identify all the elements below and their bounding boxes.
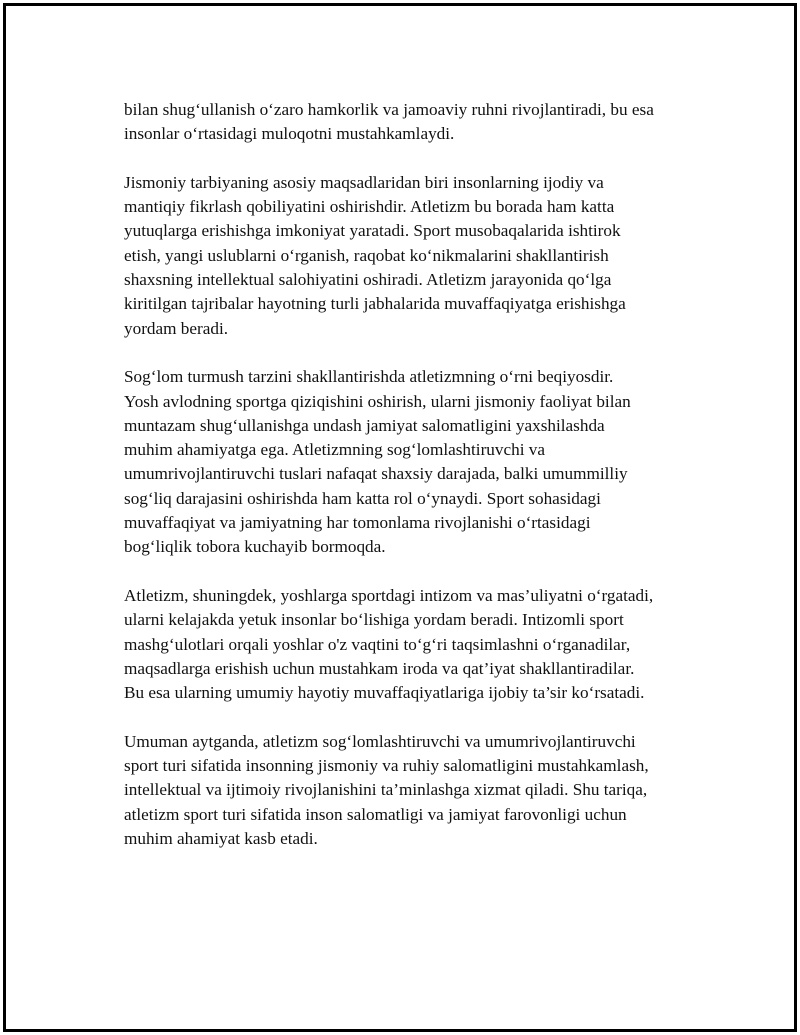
text-line: bilan shug‘ullanish o‘zaro hamkorlik va jamoaviy ruhni rivojlantiradi, bu esa xyxy=(124,100,654,119)
paragraph-1 xyxy=(124,98,714,147)
text-line: Bu esa ularning umumiy hayotiy muvaffaqiyatlariga ijobiy ta’sir ko‘rsatadi. xyxy=(124,683,645,703)
paragraph-5 xyxy=(124,730,714,851)
document-body xyxy=(124,98,714,876)
text-line: Jismoniy tarbiyaning asosiy maqsadlaridan biri insonlarning ijodiy va xyxy=(124,172,604,192)
text-line: muhim ahamiyat kasb etadi. xyxy=(124,828,318,848)
text-line: mantiqiy fikrlash qobiliyatini oshirishdir. Atletizm bu borada ham katta xyxy=(124,197,615,217)
text-line: muvaffaqiyat va jamiyatning har tomonlama rivojlanishi o‘rtasidagi xyxy=(124,513,591,533)
text-line: intellektual va ijtimoiy rivojlanishini ta’minlashga xizmat qiladi. Shu tariqa, xyxy=(124,780,648,800)
text-line: mashg‘ulotlari orqali yoshlar o'z vaqtini to‘g‘ri taqsimlashni o‘rganadilar, xyxy=(124,634,631,654)
text-line: Atletizm, shuningdek, yoshlarga sportdagi intizom va mas’uliyatni o‘rgatadi, xyxy=(124,585,654,605)
paragraph-2 xyxy=(124,171,714,341)
text-line: maqsadlarga erishish uchun mustahkam iroda va qat’iyat shakllantiradilar. xyxy=(124,658,635,678)
text-line: yutuqlarga erishishga imkoniyat yaratadi. Sport musobaqalarida ishtirok xyxy=(124,221,621,241)
text-line: muhim ahamiyatga ega. Atletizmning sog‘lomlashtiruvchi va xyxy=(124,440,546,460)
paragraph-3 xyxy=(124,365,714,559)
text-line: yordam beradi. xyxy=(124,318,229,338)
text-line: atletizm sport turi sifatida inson salomatligi va jamiyat farovonligi uchun xyxy=(124,804,627,824)
text-line: sport turi sifatida insonning jismoniy va ruhiy salomatligini mustahkamlash, xyxy=(124,756,649,776)
text-line: shaxsning intellektual salohiyatini oshiradi. Atletizm jarayonida qo‘lga xyxy=(124,270,612,290)
text-line: sog‘liq darajasini oshirishda ham katta rol o‘ynaydi. Sport sohasidagi xyxy=(124,488,601,508)
text-line: muntazam shug‘ullanishga undash jamiyat salomatligini yaxshilashda xyxy=(124,415,605,435)
text-line: ularni kelajakda yetuk insonlar bo‘lishiga yordam beradi. Intizomli sport xyxy=(124,610,624,630)
text-line: kiritilgan tajribalar hayotning turli jabhalarida muvaffaqiyatga erishishga xyxy=(124,294,626,314)
text-line: umumrivojlantiruvchi tuslari nafaqat shaxsiy darajada, balki umummilliy xyxy=(124,464,628,484)
text-line: Yosh avlodning sportga qiziqishini oshirish, ularni jismoniy faoliyat bilan xyxy=(124,391,631,411)
text-line: Umuman aytganda, atletizm sog‘lomlashtiruvchi va umumrivojlantiruvchi xyxy=(124,731,636,751)
text-line: etish, yangi uslublarni o‘rganish, raqobat ko‘nikmalarini shakllantirish xyxy=(124,245,609,265)
text-line: bog‘liqlik tobora kuchayib bormoqda. xyxy=(124,537,386,557)
page-border xyxy=(3,3,797,1032)
text-line: Sog‘lom turmush tarzini shakllantirishda atletizmning o‘rni beqiyosdir. xyxy=(124,367,614,387)
text-line: insonlar o‘rtasidagi muloqotni mustahkamlaydi. xyxy=(124,124,455,144)
paragraph-4 xyxy=(124,584,714,705)
